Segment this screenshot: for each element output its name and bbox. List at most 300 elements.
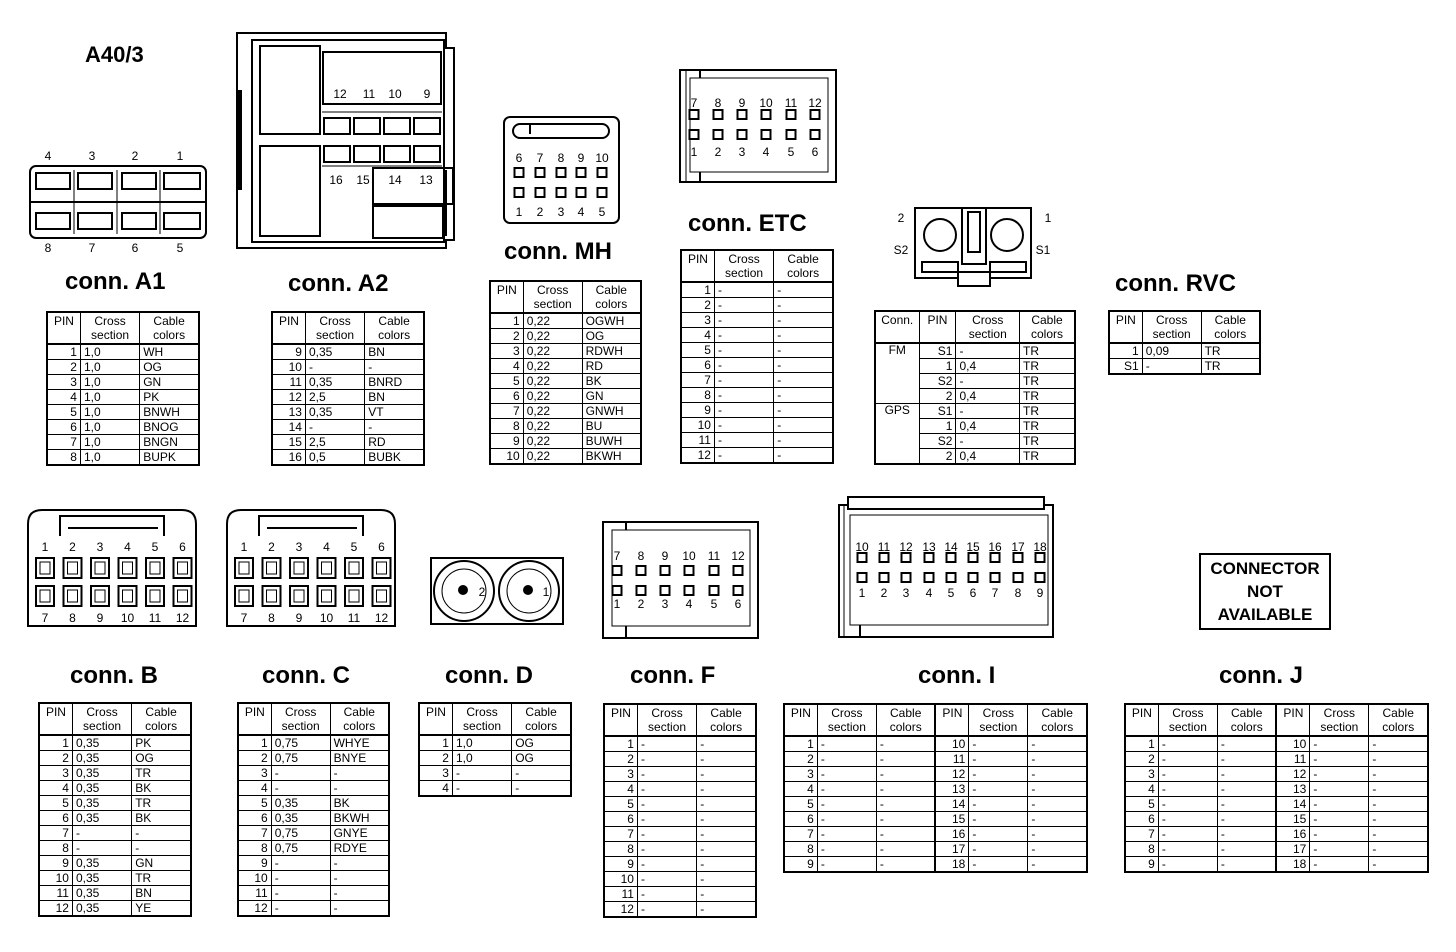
cross-section-cell: 1,0 [452, 751, 511, 766]
pin-cell: 14 [272, 420, 305, 435]
pin-label: 9 [577, 151, 585, 165]
cable-color-cell: TR [1201, 359, 1260, 375]
pin-cell: 1 [39, 735, 72, 751]
cable-color-cell: - [1369, 857, 1428, 873]
cross-section-cell: - [969, 857, 1028, 873]
cross-section-cell: 0,35 [72, 886, 131, 901]
header-colors-line: Cable [1214, 313, 1246, 327]
pin-cell: 15 [1276, 812, 1309, 827]
a2-pin-label: 13 [419, 173, 433, 187]
cable-color-cell: BUPK [140, 450, 199, 466]
pin-cell: 12 [238, 901, 271, 917]
pin-cell: 12 [935, 767, 968, 782]
cross-section-cell: 0,4 [956, 389, 1020, 404]
header-pin: PIN [681, 250, 714, 282]
cable-color-cell: TR [132, 871, 191, 886]
pin-cell: 4 [490, 359, 523, 374]
pin-cell: 4 [784, 782, 817, 797]
cross-section-cell: 0,35 [72, 871, 131, 886]
pin-cell: 11 [681, 433, 714, 448]
cable-color-cell: OG [140, 360, 199, 375]
pin-cell: 2 [681, 298, 714, 313]
pin-cell: 1 [238, 735, 271, 751]
cross-section-cell: - [1310, 812, 1369, 827]
header-colors-line: colors [1031, 327, 1064, 341]
cable-color-cell: PK [140, 390, 199, 405]
pin-cell: 12 [272, 390, 305, 405]
pin-cell: 5 [681, 343, 714, 358]
pin-cell: 2 [490, 329, 523, 344]
a1-pin-label: 7 [88, 241, 96, 255]
conn-c-title: conn. C [262, 662, 350, 689]
cable-color-cell: OG [512, 751, 571, 766]
pin-cell: 6 [1125, 812, 1158, 827]
cable-color-cell: BK [330, 796, 389, 811]
conn-rvc-title: conn. RVC [1115, 270, 1236, 297]
cable-color-cell: - [1028, 857, 1087, 873]
pin-cell: 1 [604, 736, 637, 752]
pin-cell: 1 [681, 282, 714, 298]
cable-color-cell: - [774, 403, 833, 418]
pin-label: 3 [661, 597, 669, 611]
cable-color-cell: OG [582, 329, 641, 344]
cable-color-cell: - [774, 298, 833, 313]
cross-section-cell: - [714, 298, 773, 313]
a2-pin-label: 9 [423, 87, 431, 101]
cable-color-cell: BU [582, 419, 641, 434]
pin-cell: 4 [681, 328, 714, 343]
cable-color-cell: RDYE [330, 841, 389, 856]
cable-color-cell: - [1217, 842, 1276, 857]
cross-section-cell: - [1158, 857, 1217, 873]
cable-color-cell: BUBK [365, 450, 424, 466]
pin-cell: 6 [681, 358, 714, 373]
cross-section-cell: - [969, 752, 1028, 767]
cable-color-cell: BNGN [140, 435, 199, 450]
pin-label: 7 [991, 586, 999, 600]
cable-color-cell: BK [132, 781, 191, 796]
cross-section-cell: - [1310, 857, 1369, 873]
pin-cell: 4 [47, 390, 80, 405]
cable-color-cell: - [132, 826, 191, 841]
cross-section-cell: - [969, 782, 1028, 797]
cross-section-cell: - [637, 842, 696, 857]
cable-color-cell: - [876, 827, 935, 842]
cross-section-cell: 0,22 [523, 374, 582, 389]
pin-cell: 9 [1125, 857, 1158, 873]
header-cross-line: section [725, 266, 764, 280]
cable-color-cell: - [132, 841, 191, 856]
cable-color-cell: - [1217, 782, 1276, 797]
pin-cell: 18 [935, 857, 968, 873]
pin-label: 2 [268, 540, 275, 554]
header-cross-line: Cross [831, 706, 863, 720]
cross-section-cell: - [637, 752, 696, 767]
pin-label: 8 [714, 96, 722, 110]
cable-color-cell: - [1028, 827, 1087, 842]
pin-cell: 6 [604, 812, 637, 827]
cross-section-cell: 0,35 [72, 751, 131, 766]
cross-section-cell: 0,75 [271, 826, 330, 841]
cross-section-cell: 0,4 [956, 419, 1020, 434]
pin-socket [1036, 553, 1045, 562]
pin-label: 15 [966, 540, 980, 554]
pin-label: 4 [685, 597, 693, 611]
cross-section-cell: 1,0 [80, 450, 139, 466]
cross-section-cell: - [637, 812, 696, 827]
cable-color-cell: TR [1020, 374, 1075, 389]
pin-cell: 1 [919, 419, 956, 434]
pin-label: 7 [536, 151, 544, 165]
cable-color-cell: - [774, 388, 833, 403]
cross-section-cell: 1,0 [80, 360, 139, 375]
cable-color-cell: GNWH [582, 404, 641, 419]
pin-cell: 18 [1276, 857, 1309, 873]
cable-color-cell: BNRD [365, 375, 424, 390]
pin-cell: 12 [681, 448, 714, 464]
header-colors-line: Cable [1382, 706, 1414, 720]
cross-section-cell: - [714, 313, 773, 328]
cable-color-cell: - [330, 901, 389, 917]
cable-color-cell: - [697, 872, 756, 887]
header-cross-line: Cross [94, 314, 126, 328]
header-colors-line: Cable [525, 705, 557, 719]
pin-cell: 4 [238, 781, 271, 796]
pin-cell: 3 [604, 767, 637, 782]
cross-section-cell: 0,4 [956, 359, 1020, 374]
pin-cell: 12 [604, 902, 637, 918]
pin-cell: 1 [919, 359, 956, 374]
cross-section-cell: - [817, 827, 876, 842]
pin-cell: 16 [1276, 827, 1309, 842]
cable-color-cell: - [774, 373, 833, 388]
cable-color-cell: TR [1020, 449, 1075, 465]
pin-label: 9 [96, 611, 104, 625]
header-pin: PIN [604, 704, 637, 736]
pin-cell: 13 [272, 405, 305, 420]
header-cross-line: Cross [1323, 706, 1356, 720]
cross-section-cell: 0,4 [956, 449, 1020, 465]
pin-cell: 15 [935, 812, 968, 827]
conn-i-title: conn. I [918, 662, 996, 689]
pin-label: 4 [323, 540, 330, 554]
pin-cell: 6 [238, 811, 271, 826]
pin-cell: 8 [784, 842, 817, 857]
cable-color-cell: - [1217, 797, 1276, 812]
pin-cell: 8 [681, 388, 714, 403]
cable-color-cell: BK [582, 374, 641, 389]
pin-cell: 6 [490, 389, 523, 404]
cross-section-cell: - [637, 797, 696, 812]
cable-color-cell: TR [1201, 343, 1260, 359]
pin-label: 9 [738, 96, 746, 110]
pin-cell: S1 [1109, 359, 1142, 375]
cross-section-cell: - [714, 448, 773, 464]
cable-color-cell: - [1028, 812, 1087, 827]
cross-section-cell: - [817, 842, 876, 857]
cable-color-cell: - [512, 766, 571, 781]
pin-socket [1036, 573, 1045, 582]
header-pin: PIN [238, 703, 271, 735]
header-colors-line: Cable [710, 706, 742, 720]
pin-label: 12 [175, 611, 190, 625]
pin-cell: 9 [272, 344, 305, 360]
pin-label: 2 [69, 540, 76, 554]
cross-section-cell: - [271, 871, 330, 886]
header-cross-line: section [533, 297, 572, 311]
cable-color-cell: - [1028, 842, 1087, 857]
cable-color-cell: - [697, 782, 756, 797]
pin-cell: 2 [1125, 752, 1158, 767]
pin-cell: 7 [1125, 827, 1158, 842]
header-cross-line: Cross [728, 252, 760, 266]
pin-label: 4 [577, 205, 585, 219]
cross-section-cell: 0,35 [271, 796, 330, 811]
cable-color-cell: TR [1020, 434, 1075, 449]
header-cross-line: Cross [536, 283, 569, 297]
pin-cell: 9 [490, 434, 523, 449]
conn-group-cell: FM [875, 343, 919, 404]
pin-cell: 7 [784, 827, 817, 842]
header-colors-line: Cable [1231, 706, 1263, 720]
cross-section-cell: - [714, 282, 773, 298]
conn-mh-title: conn. MH [504, 238, 612, 265]
pin-label: 6 [811, 145, 819, 159]
pin-socket [969, 553, 978, 562]
cross-section-cell: 0,35 [72, 811, 131, 826]
pin-cell: 1 [1125, 736, 1158, 752]
cable-color-cell: TR [1020, 389, 1075, 404]
pin-cell: 10 [935, 736, 968, 752]
pin-socket [969, 573, 978, 582]
cross-section-cell: 0,35 [72, 781, 131, 796]
cable-color-cell: RD [365, 435, 424, 450]
pin-cell: 5 [1125, 797, 1158, 812]
cross-section-cell: - [1310, 827, 1369, 842]
cross-section-cell: - [956, 343, 1020, 359]
pin-cell: 15 [272, 435, 305, 450]
a2-pin-label: 15 [356, 173, 370, 187]
pin-cell: 16 [935, 827, 968, 842]
cross-section-cell: - [637, 872, 696, 887]
cable-color-cell: - [876, 752, 935, 767]
cross-section-cell: - [271, 856, 330, 871]
cross-section-cell: - [1310, 767, 1369, 782]
pin-label: 12 [374, 611, 389, 625]
a1-pin-label: 4 [44, 149, 52, 163]
cross-section-cell: - [305, 420, 364, 435]
cross-section-cell: 0,22 [523, 389, 582, 404]
cross-section-cell: - [969, 827, 1028, 842]
pin-label: 2 [880, 586, 888, 600]
a2-pin-label: 12 [333, 87, 347, 101]
cable-color-cell: - [876, 797, 935, 812]
header-cross-line: Cross [284, 705, 317, 719]
pin-label: 11 [347, 611, 361, 625]
pin-cell: 6 [39, 811, 72, 826]
cross-section-cell: 2,5 [305, 390, 364, 405]
cross-section-cell: 0,35 [72, 796, 131, 811]
pin-cell: 10 [39, 871, 72, 886]
cable-color-cell: - [697, 736, 756, 752]
a1-pin-label: 1 [176, 149, 184, 163]
pin-label: 5 [947, 586, 955, 600]
cable-color-cell: - [697, 812, 756, 827]
pin-label: 13 [922, 540, 936, 554]
cross-section-cell: - [271, 766, 330, 781]
pin-label: 10 [855, 540, 869, 554]
cable-color-cell: - [876, 736, 935, 752]
pin-socket [1014, 573, 1023, 582]
cable-color-cell: TR [1020, 404, 1075, 419]
pin-cell: 5 [47, 405, 80, 420]
pin-label: 10 [319, 611, 334, 625]
cross-section-cell: - [305, 360, 364, 375]
header-cross-line: section [281, 719, 320, 733]
cable-color-cell: TR [132, 796, 191, 811]
cable-color-cell: BNYE [330, 751, 389, 766]
header-cross-line: Cross [466, 705, 498, 719]
cable-color-cell: - [1369, 736, 1428, 752]
cable-color-cell: - [774, 418, 833, 433]
cross-section-cell: 2,5 [305, 435, 364, 450]
header-colors-line: colors [378, 328, 411, 342]
cable-color-cell: VT [365, 405, 424, 420]
pin-label: 17 [1011, 540, 1025, 554]
pin-cell: 6 [47, 420, 80, 435]
cable-color-cell: OG [132, 751, 191, 766]
cross-section-cell: 1,0 [80, 344, 139, 360]
cable-color-cell: - [697, 827, 756, 842]
cross-section-cell: - [72, 841, 131, 856]
pin-label: 16 [988, 540, 1002, 554]
cross-section-cell: 0,22 [523, 434, 582, 449]
pin-label: 11 [784, 96, 798, 110]
cable-color-cell: PK [132, 735, 191, 751]
cable-color-cell: BNWH [140, 405, 199, 420]
pin-label: 8 [557, 151, 565, 165]
pin-socket [880, 573, 889, 582]
a1-pin-label: 2 [131, 149, 139, 163]
pin-label: 5 [350, 540, 358, 554]
pin-socket [947, 553, 956, 562]
cable-color-cell: - [697, 887, 756, 902]
pin-cell: 8 [604, 842, 637, 857]
header-conn: Conn. [875, 311, 919, 343]
pin-label: 11 [877, 540, 891, 554]
cross-section-cell: - [1158, 767, 1217, 782]
cross-section-cell: - [271, 886, 330, 901]
pin-cell: 7 [490, 404, 523, 419]
cross-section-cell: - [1310, 842, 1369, 857]
header-colors-line: colors [145, 719, 178, 733]
cross-section-cell: 0,35 [72, 856, 131, 871]
pin-label: 6 [515, 151, 523, 165]
cable-color-cell: - [330, 886, 389, 901]
cross-section-cell: - [1158, 752, 1217, 767]
cross-section-cell: 0,09 [1142, 343, 1201, 359]
cable-color-cell: BKWH [582, 449, 641, 465]
cross-section-cell: - [817, 857, 876, 873]
pin-label: 9 [1036, 586, 1044, 600]
cross-section-cell: - [72, 826, 131, 841]
pin-cell: 4 [604, 782, 637, 797]
a2-pin-label: 16 [329, 173, 343, 187]
cable-color-cell: BNOG [140, 420, 199, 435]
cross-section-cell: 0,22 [523, 329, 582, 344]
cable-color-cell: RD [582, 359, 641, 374]
cross-section-cell: - [1310, 782, 1369, 797]
pin-label: 2 [714, 145, 722, 159]
pin-cell: 2 [47, 360, 80, 375]
cable-color-cell: BK [132, 811, 191, 826]
pin-label: 18 [1033, 540, 1047, 554]
header-cross-line: section [968, 327, 1007, 341]
pin-label: 7 [41, 611, 49, 625]
cross-section-cell: - [714, 343, 773, 358]
pin-label: 14 [944, 540, 958, 554]
cable-color-cell: - [1369, 827, 1428, 842]
header-colors-line: Cable [890, 706, 922, 720]
cross-section-cell: 0,35 [305, 405, 364, 420]
pin-cell: 11 [1276, 752, 1309, 767]
pin-cell: 2 [784, 752, 817, 767]
header-cross-line: Cross [1155, 313, 1188, 327]
cross-section-cell: - [714, 403, 773, 418]
pin-cell: 7 [47, 435, 80, 450]
pin-cell: 8 [238, 841, 271, 856]
cable-color-cell: - [1217, 827, 1276, 842]
pin-socket [902, 573, 911, 582]
cross-section-cell: 0,35 [72, 735, 131, 751]
cross-section-cell: - [271, 781, 330, 796]
na-line-3: AVAILABLE [1217, 605, 1313, 624]
cable-color-cell: TR [1020, 343, 1075, 359]
cable-color-cell: BN [365, 344, 424, 360]
pin-label: 8 [1014, 586, 1022, 600]
cross-section-cell: - [714, 418, 773, 433]
cable-color-cell: - [1028, 797, 1087, 812]
header-cross-line: Cross [1172, 706, 1204, 720]
cross-section-cell: - [1310, 752, 1369, 767]
header-cross-line: section [83, 719, 122, 733]
header-colors-line: Cable [378, 314, 410, 328]
cross-section-cell: - [817, 767, 876, 782]
cable-color-cell: - [1028, 782, 1087, 797]
pin-socket [925, 573, 934, 582]
pin-cell: 12 [1276, 767, 1309, 782]
pin-cell: 7 [681, 373, 714, 388]
header-cross-line: section [1320, 720, 1359, 734]
pin-socket [991, 573, 1000, 582]
pin-cell: 2 [919, 449, 956, 465]
header-colors-line: colors [787, 266, 820, 280]
pin-socket [880, 553, 889, 562]
cross-section-cell: - [969, 812, 1028, 827]
cross-section-cell: - [271, 901, 330, 917]
header-colors-line: colors [1041, 720, 1074, 734]
a1-pin-label: 6 [131, 241, 139, 255]
header-colors-line: Cable [1041, 706, 1073, 720]
pin-cell: 1 [784, 736, 817, 752]
pin-label: 3 [295, 540, 303, 554]
header-colors-line: Cable [595, 283, 627, 297]
pin-label: 11 [148, 611, 162, 625]
cross-section-cell: - [969, 842, 1028, 857]
header-pin: PIN [1109, 311, 1142, 343]
pin-cell: 16 [272, 450, 305, 466]
pin-cell: 1 [419, 735, 452, 751]
